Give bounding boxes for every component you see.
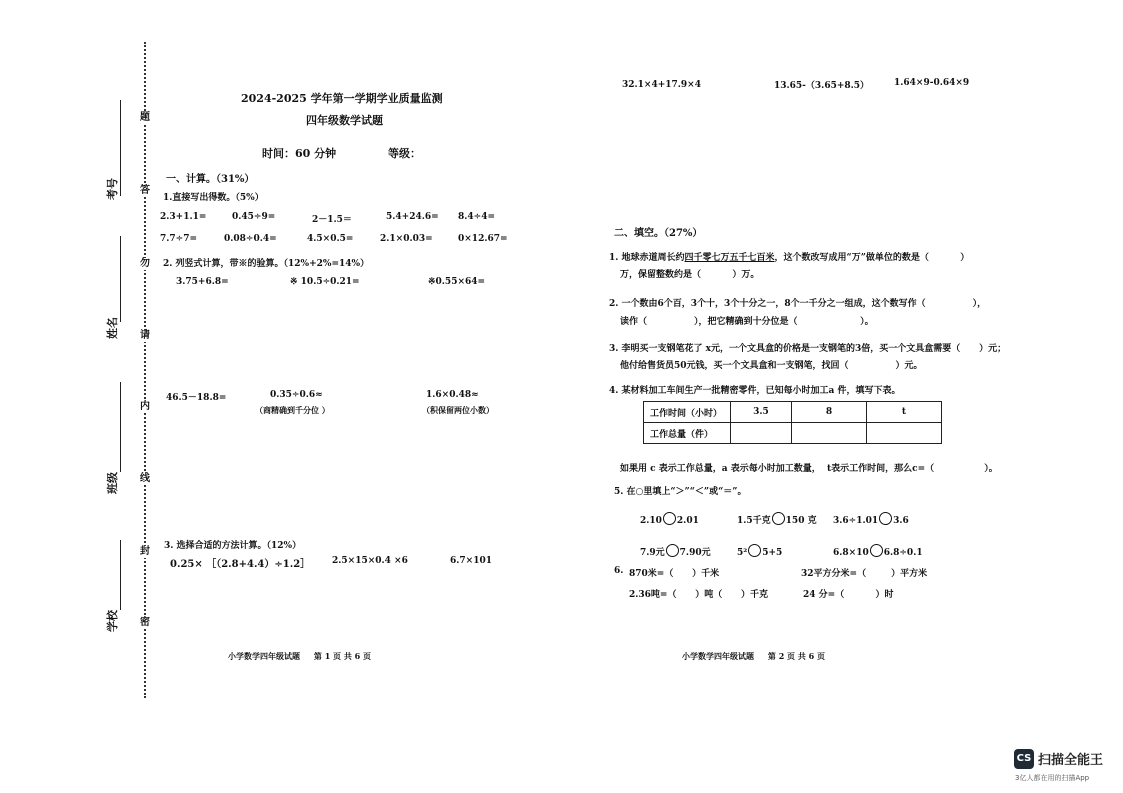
compare-circle[interactable]	[772, 512, 785, 525]
work-table	[643, 401, 942, 444]
compare-left: 3.6÷1.01	[833, 516, 879, 526]
seal-char: 密	[140, 617, 150, 628]
left-footer: 小学数学四年级试题 第 1 页 共 6 页	[228, 651, 371, 661]
school-line	[120, 540, 121, 610]
q2-item: 0.35÷0.6≈	[270, 390, 323, 400]
exam-grade: 等级：	[388, 147, 421, 160]
compare-right: 2.01	[676, 516, 699, 526]
compare-circle[interactable]	[879, 512, 892, 525]
compare-item	[833, 512, 909, 526]
fill-q5-title: 5. 在○里填上“＞”“＜”或“＝”。	[614, 487, 747, 497]
q3-item: 6.7×101	[450, 556, 492, 566]
fill-q4-follow: 如果用 c 表示工作总量，a 表示每小时加工数量， t表示工作时间，那么c=（ ）。	[620, 464, 998, 474]
table-cell	[731, 423, 792, 444]
compare-left: 5²	[737, 548, 748, 558]
table-row	[644, 402, 942, 423]
section-2-title: 二、填空。（27%）	[614, 228, 703, 239]
fill-q1-text-end: ，这个数改写成用“万”做单位的数是（ ）	[774, 253, 970, 263]
q3-item: 0.25× ［（2.8+4.4）÷1.2］	[170, 559, 311, 570]
q1-item: 8.4÷4=	[458, 212, 496, 222]
unit-item: 870米=（ ）千米	[629, 569, 720, 579]
compare-circle[interactable]	[748, 544, 761, 557]
q2-item: 1.6×0.48≈	[426, 390, 479, 400]
watermark-tagline: 3亿人都在用的扫描App	[1015, 774, 1090, 782]
exam-number-line	[120, 100, 121, 196]
q2-item: 46.5－18.8=	[166, 393, 227, 403]
compare-left: 1.5千克	[737, 516, 771, 526]
compare-right: 5+5	[762, 548, 783, 558]
compare-circle[interactable]	[666, 544, 679, 557]
table-cell: 8	[792, 402, 867, 423]
exam-time: 时间：60 分钟	[262, 147, 337, 160]
compare-item	[833, 544, 923, 558]
label-school: 学校	[106, 610, 119, 632]
seal-dotted-line	[144, 42, 146, 698]
fill-q1-underlined: 四千零七万五千七百米	[684, 253, 775, 263]
q1-item: 7.7÷7=	[160, 234, 198, 244]
compare-left: 6.8×10	[833, 548, 869, 558]
table-cell	[867, 423, 942, 444]
q2-note-product: （积保留两位小数）	[422, 405, 494, 415]
watermark-name: 扫描全能王	[1038, 753, 1104, 768]
q2-note-quotient: （商精确到千分位 ）	[255, 405, 330, 415]
unit-item: 24 分=（ ）时	[803, 590, 894, 600]
label-exam-number: 考号	[106, 178, 119, 200]
label-name: 姓名	[106, 317, 119, 339]
q1-item: 2.3+1.1=	[160, 212, 207, 222]
fill-q2-line2: 读作（ ），把它精确到十分位是（ ）。	[620, 317, 874, 327]
q1-item: 0.45÷9=	[232, 212, 276, 222]
q1-item: 0.08÷0.4=	[224, 234, 277, 244]
table-row	[644, 423, 942, 444]
calc-item: 1.64×9-0.64×9	[894, 78, 970, 88]
fill-q4-line: 4. 某材料加工车间生产一批精密零件，已知每小时加工a 件，填写下表。	[609, 386, 901, 396]
compare-left: 7.9元	[640, 548, 665, 558]
q3-title: 3. 选择合适的方法计算。（12%）	[164, 541, 302, 551]
q1-item: 0×12.67=	[458, 234, 508, 244]
unit-item: 2.36吨=（ ）吨（ ）千克	[629, 590, 769, 600]
compare-left: 2.10	[640, 516, 662, 526]
unit-item: 32平方分米=（ ）平方米	[801, 569, 928, 579]
compare-circle[interactable]	[870, 544, 883, 557]
compare-right: 150 克	[785, 516, 817, 526]
class-line	[120, 382, 121, 472]
fill-q6-number: 6.	[614, 566, 624, 576]
q2-item: ※ 10.5÷0.21=	[290, 277, 360, 287]
compare-right: 6.8÷0.1	[883, 548, 923, 558]
compare-item	[737, 512, 817, 526]
fill-q1-line1	[609, 250, 969, 263]
q2-title: 2. 列竖式计算，带※的验算。（12%+2%=14%）	[163, 259, 370, 269]
seal-char: 线	[140, 473, 150, 484]
q2-item: ※0.55×64=	[428, 277, 486, 287]
section-1-title: 一、计算。（31%）	[166, 174, 255, 185]
q1-item: 5.4+24.6=	[386, 212, 439, 222]
name-line	[120, 236, 121, 322]
table-cell: 工作时间（小时）	[644, 402, 731, 423]
seal-char: 内	[140, 401, 150, 412]
right-footer: 小学数学四年级试题 第 2 页 共 6 页	[682, 651, 825, 661]
seal-char: 勿	[140, 258, 150, 269]
seal-char: 请	[140, 330, 150, 341]
fill-q1-line2: 万，保留整数约是（ ）万。	[620, 270, 760, 280]
q2-item: 3.75+6.8=	[176, 277, 229, 287]
seal-char: 题	[140, 112, 150, 123]
fill-q1-text: 1. 地球赤道周长约	[609, 253, 685, 263]
table-cell	[792, 423, 867, 444]
compare-right: 3.6	[893, 516, 909, 526]
q1-item: 2－1.5＝	[312, 215, 352, 225]
fill-q3-line2: 他付给售货员50元钱，买一个文具盒和一支钢笔，找回（ ）元。	[620, 361, 923, 371]
q1-title: 1.直接写出得数。（5%）	[163, 193, 264, 203]
q1-item: 2.1×0.03=	[380, 234, 433, 244]
compare-item	[640, 512, 699, 526]
camscanner-logo-icon: CS	[1014, 749, 1034, 769]
q3-item: 2.5×15×0.4 ×6	[332, 556, 408, 566]
seal-char: 封	[140, 546, 150, 557]
table-cell: 工作总量（件）	[644, 423, 731, 444]
compare-right: 7.90元	[679, 548, 711, 558]
table-cell: 3.5	[731, 402, 792, 423]
fill-q3-line1: 3. 李明买一支钢笔花了 x元，一个文具盒的价格是一支钢笔的3倍，买一个文具盒需要（ ）元；	[609, 344, 1007, 354]
q1-item: 4.5×0.5=	[307, 234, 354, 244]
exam-subtitle: 四年级数学试题	[306, 114, 383, 127]
exam-title: 2024-2025 学年第一学期学业质量监测	[241, 92, 443, 105]
seal-char: 答	[140, 185, 150, 196]
calc-item: 32.1×4+17.9×4	[622, 80, 701, 90]
table-cell: t	[867, 402, 942, 423]
compare-item	[737, 544, 782, 558]
fill-q2-line1: 2. 一个数由6个百，3个十，3个十分之一，8个一千分之一组成，这个数写作（ ），	[609, 299, 987, 309]
compare-item	[640, 544, 711, 558]
calc-item: 13.65-（3.65+8.5）	[774, 81, 870, 91]
label-class: 班级	[106, 472, 119, 494]
compare-circle[interactable]	[663, 512, 676, 525]
